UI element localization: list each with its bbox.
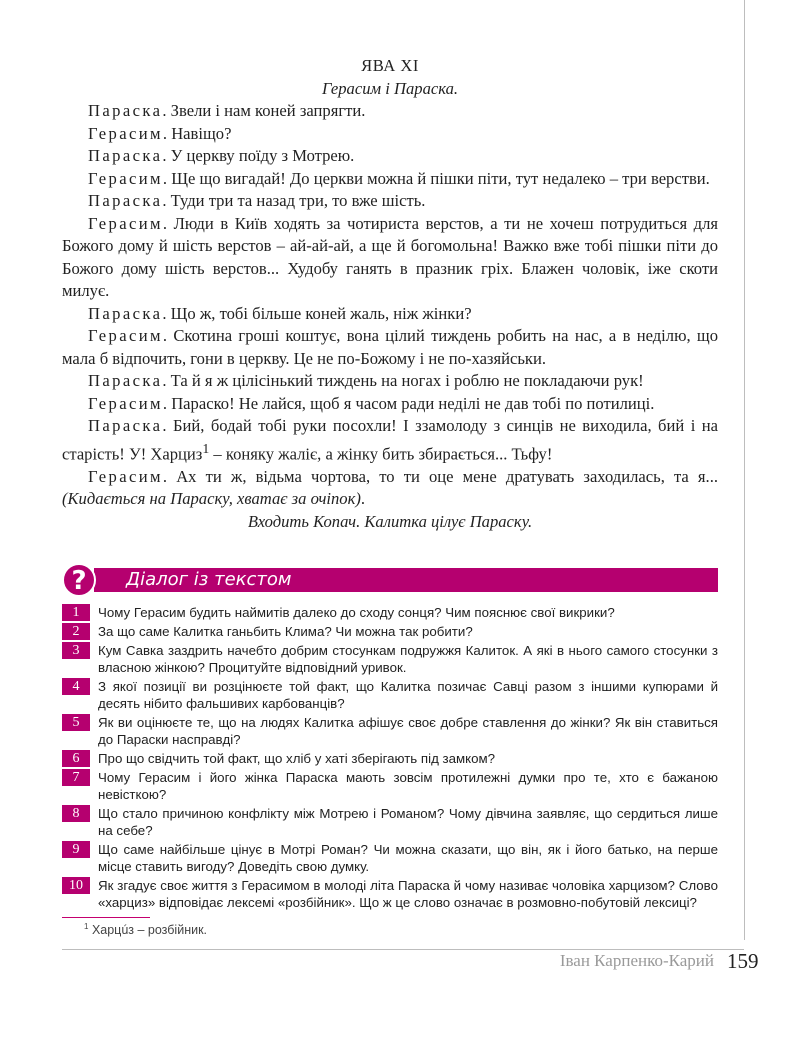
banner-title: Діалог із текстом bbox=[126, 569, 292, 590]
dialogue-line: Герасим. Навіщо? bbox=[88, 123, 232, 143]
question-number: 4 bbox=[62, 678, 90, 695]
question-text: Що стало причиною конфлікту між Мотрею і Романом? Чому дівчина заявляє, що сердиться лише на себе? bbox=[98, 806, 718, 838]
margin-line bbox=[744, 0, 745, 940]
speaker-name: Параска bbox=[88, 191, 163, 210]
question-number: 7 bbox=[62, 769, 90, 786]
question-number: 5 bbox=[62, 714, 90, 731]
speaker-name: Параска bbox=[88, 146, 163, 165]
question-item bbox=[62, 805, 718, 839]
dialogue-line: Герасим. Ще що вигадай! До церкви можна й пішки піти, тут недалеко – три верстви. bbox=[88, 168, 710, 188]
question-number: 1 bbox=[62, 604, 90, 621]
line-text: Туди три та назад три, то вже шість. bbox=[170, 191, 426, 210]
question-item bbox=[62, 678, 718, 712]
dialogue-line: Герасим. Параско! Не лайся, щоб я часом ради неділі не дав тобі по потилиці. bbox=[88, 393, 655, 413]
closing-direction: Входить Копач. Калитка цілує Параску. bbox=[247, 511, 533, 531]
speaker-name: Герасим bbox=[88, 123, 163, 143]
question-text: Про що свідчить той факт, що хліб у хаті зберігають під замком? bbox=[98, 751, 496, 766]
question-text: Чому Герасим і його жінка Параска мають зовсім протилежні думки про те, хто є бажаною невісткою? bbox=[98, 770, 718, 802]
question-item bbox=[62, 841, 718, 875]
speaker-name: Параска bbox=[88, 101, 163, 120]
play-text bbox=[62, 55, 718, 533]
footnote-ref: 1 bbox=[202, 440, 210, 456]
speaker-name: Герасим bbox=[88, 393, 163, 413]
line-text: Та й я ж цілісінький тиждень на ногах і роблю не покладаючи рук! bbox=[170, 371, 644, 390]
footnote-mark: 1 bbox=[84, 922, 89, 931]
question-item bbox=[62, 604, 718, 621]
question-number: 10 bbox=[62, 877, 90, 894]
question-item bbox=[62, 714, 718, 748]
running-title: Іван Карпенко-Карий bbox=[559, 951, 714, 970]
question-item bbox=[62, 623, 718, 640]
line-text: Ще що вигадай! До церкви можна й пішки піти, тут недалеко – три верстви. bbox=[171, 168, 710, 188]
question-item bbox=[62, 877, 718, 911]
dialogue-line: Параска. Звели і нам коней запрягти. bbox=[88, 101, 366, 120]
speaker-name: Герасим bbox=[88, 168, 163, 188]
question-list bbox=[62, 604, 718, 913]
dialogue-line: Параска. Туди три та назад три, то вже шість. bbox=[88, 191, 426, 210]
question-icon: ? bbox=[62, 563, 96, 597]
question-item bbox=[62, 642, 718, 676]
dialog-banner bbox=[62, 563, 718, 597]
line-text: Скотина гроші коштує, вона цілий тиждень робить на нас, а в неділю, що мала б відпочить, гони в церкву. Це не по-Божому і не по-хазяйськи. bbox=[62, 326, 718, 368]
speaker-name: Герасим bbox=[88, 466, 163, 486]
footnote-text: Харцúз – розбійник. bbox=[91, 923, 208, 938]
dialogue-line: Параска. Що ж, тобі більше коней жаль, ніж жінки? bbox=[88, 303, 472, 323]
line-text: Ах ти ж, відьма чортова, то ти оце мене дратувать заходилась, та я... bbox=[176, 466, 718, 486]
question-number: 3 bbox=[62, 642, 90, 659]
line-end: . bbox=[360, 489, 366, 509]
speaker-name: Параска bbox=[88, 303, 163, 323]
dialogue-line: Параска. Та й я ж цілісінький тиждень на ногах і роблю не покладаючи рук! bbox=[88, 371, 644, 390]
line-text: Навіщо? bbox=[171, 123, 232, 143]
line-text: Бий, бодай тобі руки посохли! І ззамолоду з синців не виходила, бий і на старість! У! Харциз bbox=[62, 416, 719, 464]
question-text: Як згадує своє життя з Герасимом в молоді літа Параска й чому називає чоловіка харцизом? Слово «харциз» відповідає лексемі «розбійник». Що ж це слово означає в розмовно-побутовій лексиці? bbox=[98, 878, 718, 910]
dialogue-line: Герасим. Люди в Київ ходять за чотириста верстов, а ти не хочеш потрудитьcя для Божого дому й шість верстов – ай-ай-ай, а ще й богомольна! Важко вже тобі пішки піти до Божого дому шість верстов... Худобу ганять в празник гріх. Блажен чоловік, іже скоти милує. bbox=[62, 213, 719, 300]
dialogue-line: Герасим. Скотина гроші коштує, вона цілий тиждень робить на нас, а в неділю, що мала б відпочить, гони в церкву. Це не по-Божому і не по-хазяйськи. bbox=[62, 326, 718, 368]
line-text: Люди в Київ ходять за чотириста верстов, а ти не хочеш потрудитьcя для Божого дому й шість верстов – ай-ай-ай, а ще й богомольна! Важко вже тобі пішки піти до Божого дому шість верстов... Худобу ганять в празник гріх. Блажен чоловік, іже скоти милує. bbox=[62, 213, 719, 300]
footnote-divider bbox=[62, 917, 150, 918]
footer-divider bbox=[62, 949, 744, 950]
dialogue-line: Параска. У церкву поїду з Мотрею. bbox=[88, 146, 355, 165]
footnote bbox=[84, 922, 207, 937]
question-text: Як ви оцінюєте те, що на людях Калитка афішує своє добре ставлення до жінки? Як він ставиться до Параски насправді? bbox=[98, 715, 718, 747]
question-number: 6 bbox=[62, 750, 90, 767]
question-number: 2 bbox=[62, 623, 90, 640]
question-number: 8 bbox=[62, 805, 90, 822]
question-text: Чому Герасим будить наймитів далеко до сходу сонця? Чим пояснює свої викрики? bbox=[98, 605, 615, 620]
page-number: 159 bbox=[727, 949, 759, 973]
question-text: Що саме найбільше цінує в Мотрі Роман? Чи можна сказати, що він, як і його батько, на перше місце ставить вигоду? Доведіть свою думку. bbox=[98, 842, 718, 874]
dialogue-line: Герасим. Ах ти ж, відьма чортова, то ти оце мене дратувать заходилась, та я... (Кидається на Параску, хватає за очіпок). bbox=[62, 466, 718, 509]
question-item bbox=[62, 769, 718, 803]
question-item bbox=[62, 750, 718, 767]
scene-title: ЯВА XI bbox=[361, 56, 419, 75]
stage-direction: (Кидається на Параску, хватає за очіпок) bbox=[62, 489, 361, 509]
speaker-name: Параска bbox=[88, 416, 163, 435]
line-text: У церкву поїду з Мотрею. bbox=[170, 146, 355, 165]
line-text: Що ж, тобі більше коней жаль, ніж жінки? bbox=[170, 303, 472, 323]
speaker-name: Параска bbox=[88, 371, 163, 390]
scene-characters: Герасим і Параска. bbox=[321, 78, 459, 98]
question-number: 9 bbox=[62, 841, 90, 858]
question-text: За що саме Калитка ганьбить Клима? Чи можна так робити? bbox=[98, 624, 473, 639]
speaker-name: Герасим bbox=[88, 326, 163, 345]
dialogue-line: Параска. Бий, бодай тобі руки посохли! І ззамолоду з синців не виходила, бий і на старість! У! Харциз$^1$ – коняку жаліє, а жінку бить збирається... Тьфу! bbox=[62, 416, 719, 464]
question-text: Кум Савка заздрить начебто добрим стосункам подружжя Калиток. А які в нього самого стосунки з власною жінкою? Процитуйте відповідний уривок. bbox=[98, 643, 718, 675]
line-text: Звели і нам коней запрягти. bbox=[170, 101, 366, 120]
line-text: – коняку жаліє, а жінку бить збирається... Тьфу! bbox=[209, 444, 553, 464]
line-text: Параско! Не лайся, щоб я часом ради неділі не дав тобі по потилиці. bbox=[171, 393, 655, 413]
speaker-name: Герасим bbox=[88, 213, 163, 233]
question-text: З якої позиції ви розцінюєте той факт, що Калитка позичає Савці разом з іншими купюрами й десять нібито фальшивих карбованців? bbox=[98, 679, 718, 711]
